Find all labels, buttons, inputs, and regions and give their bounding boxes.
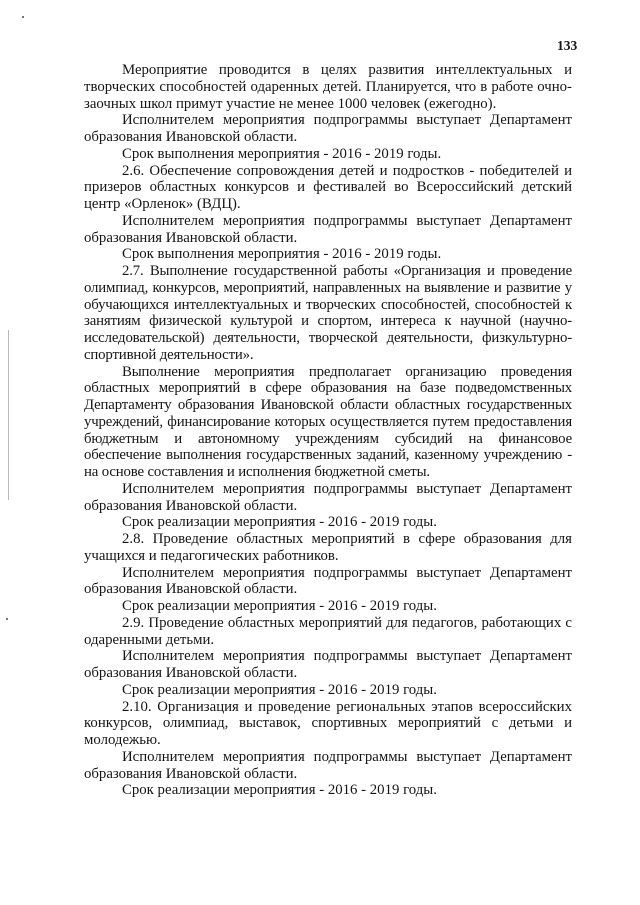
- document-body: [84, 62, 572, 799]
- paragraph: Срок реализации мероприятия - 2016 - 2019 годы.: [122, 782, 437, 799]
- paragraph: Срок реализации мероприятия - 2016 - 2019 годы.: [122, 514, 437, 531]
- paragraph: 2.7. Выполнение государственной работы «Организация и проведение олимпиад, конкурсов, мероприятий, направленных на выявление и развитие у обучающихся интеллектуальных и творческих способностей, способностей к занятиям физической культурой и спортом, интереса к научной (научно-исследовательской) деятельности, творческой деятельности, физкультурно-спортивной деятельности».: [84, 263, 572, 363]
- paragraph: Исполнителем мероприятия подпрограммы выступает Департамент образования Ивановской области.: [84, 748, 572, 782]
- paragraph: 2.6. Обеспечение сопровождения детей и подростков - победителей и призеров областных конкурсов и фестивалей во Всероссийский детский центр «Орленок» (ВДЦ).: [84, 162, 572, 212]
- paragraph: Исполнителем мероприятия подпрограммы выступает Департамент образования Ивановской области.: [84, 564, 572, 598]
- page-number: 133: [557, 38, 578, 53]
- paragraph: Срок выполнения мероприятия - 2016 - 2019 годы.: [122, 145, 442, 162]
- paragraph: Срок реализации мероприятия - 2016 - 2019 годы.: [122, 681, 437, 698]
- scan-speck: [22, 16, 24, 18]
- paragraph: Исполнителем мероприятия подпрограммы выступает Департамент образования Ивановской области.: [84, 648, 572, 681]
- paragraph: Исполнителем мероприятия подпрограммы выступает Департамент образования Ивановской области.: [84, 112, 572, 145]
- paragraph: 2.9. Проведение областных мероприятий для педагогов, работающих с одаренными детьми.: [84, 614, 572, 648]
- paragraph: Мероприятие проводится в целях развития интеллектуальных и творческих способностей одаренных детей. Планируется, что в работе очно-заочных школ примут участие не менее 1000 человек (ежегодно).: [84, 62, 572, 112]
- scan-edge-mark: [8, 330, 9, 500]
- paragraph: 2.8. Проведение областных мероприятий в сфере образования для учащихся и педагогических работников.: [84, 531, 572, 564]
- paragraph: Срок реализации мероприятия - 2016 - 2019 годы.: [122, 598, 437, 614]
- scan-speck: [6, 618, 8, 620]
- paragraph: Исполнителем мероприятия подпрограммы выступает Департамент образования Ивановской области.: [84, 480, 572, 514]
- paragraph: Выполнение мероприятия предполагает организацию проведения областных мероприятий в сфере образования на базе подведомственных Департаменту образования Ивановской области областных государственных учреждений, финансирование которых осуществляется путем предоставления бюджетным и автономному учреждениям субсидий на финансовое обеспечение выполнения государственных заданий, казенному учреждению - на основе составления и исполнения бюджетной сметы.: [84, 363, 572, 480]
- paragraph: 2.10. Организация и проведение региональных этапов всероссийских конкурсов, олимпиад, выставок, спортивных мероприятий с детьми и молодежью.: [84, 698, 572, 748]
- paragraph: Срок выполнения мероприятия - 2016 - 2019 годы.: [122, 246, 442, 263]
- paragraph: Исполнителем мероприятия подпрограммы выступает Департамент образования Ивановской области.: [84, 212, 572, 246]
